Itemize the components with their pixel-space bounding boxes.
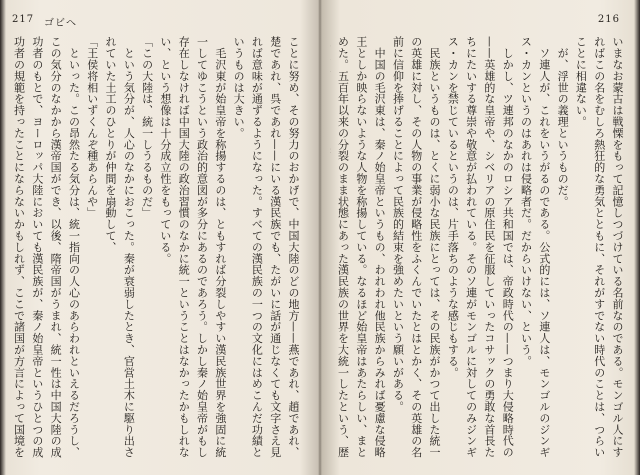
running-head: ゴビへ <box>44 18 77 29</box>
right-page-body <box>330 36 626 460</box>
right-page-text: いまなお蒙古は戦慄をもって記憶しつづけている名前なのである。モンゴル人にすればこの名をむしろ熱狂的な勇気とともに、それがすでない時代のことは、つらいことに相違ない。 が、浮世の義理というものだ。 ソ連人が、これをいうがるのである。公式的には、ソ連人は、モンゴルのジンギス・カンというのはあれは侵略者だ。だからいけない、という。 しかし、ツ連邦のなかのロシア共和国では、帝政時代の——つまり大侵略時代の——英雄的な皇帝や、シベリアの原住民を征服していったコサックの勇敢な首長たちにたいする尊崇や敬意が払われている。そのソ連がモンゴルに対してのみジンギス・カンを禁じているというのは、片手落ちのような感じもする。 民族というものは、とくに弱小な民族にとっては、その民族がかつて出した統一の英雄に対し、その人物の事業が侵略性をふくんでいたとはとかく、その英雄の名前に信仰を捧げることによって民族的結束を強めたいという願いがある。 中国の毛沢東は、秦ノ始皇帝というもの、われわれ他民族からみれば憂慮な侵略王としか映らないような人物を称揚している。なるほど始皇帝はあたらしい、まとめた。五百年以来の分裂のまま状態にあった漢民族の世界を大統一したという、歴 <box>336 36 624 458</box>
left-page-text: ことに努め、その努力のおかげで、中国大陸のどの地方——燕であれ、趙であれ、楚であれ、呉であれ——にいる漢民族でも、たがいに話が通じなくても文字さえ見れば意味が通ずるようになった。すべての漢民族の一つの文化にはめこんだ功績というものは大きい。 毛沢東が始皇帝を称揚するのは、ともすれば分裂しやすい漢民族世界を強固に統一してゆこうという政治的意図が多分にあるのであろう。しかし秦ノ始皇帝がもし存在しなければ中国大陸の政治習慣のなかに統一ということはなかったかもしれない、という想像は十分成立性をもっている。 「この大陸は、統一しうるものだ」 という気分が、人心のなかにおこった。秦が衰弱したとき、官営土木に駆り出されていた土工のひとりが仲間を扇動して、 「王侯将相いずくんぞ種あらんや」 といった。この昂然たる気分は、統一指向の人心のあらわれといえるだろうし、この気分のなかから漢帝国ができ、以後、隋帝国がうまれ、統一性は中国大陸の成功者のもとで、ヨーロッパ大陸においても漢民族が、秦ノ始皇帝というひとつの成功者の規範を持ったことにならないかもしれず、ここで諸国が方言によって国境を <box>12 36 300 458</box>
right-page <box>320 0 640 475</box>
left-page-body <box>12 36 302 460</box>
page-number-left: 217 <box>12 14 35 25</box>
page-number-right: 216 <box>597 14 620 25</box>
